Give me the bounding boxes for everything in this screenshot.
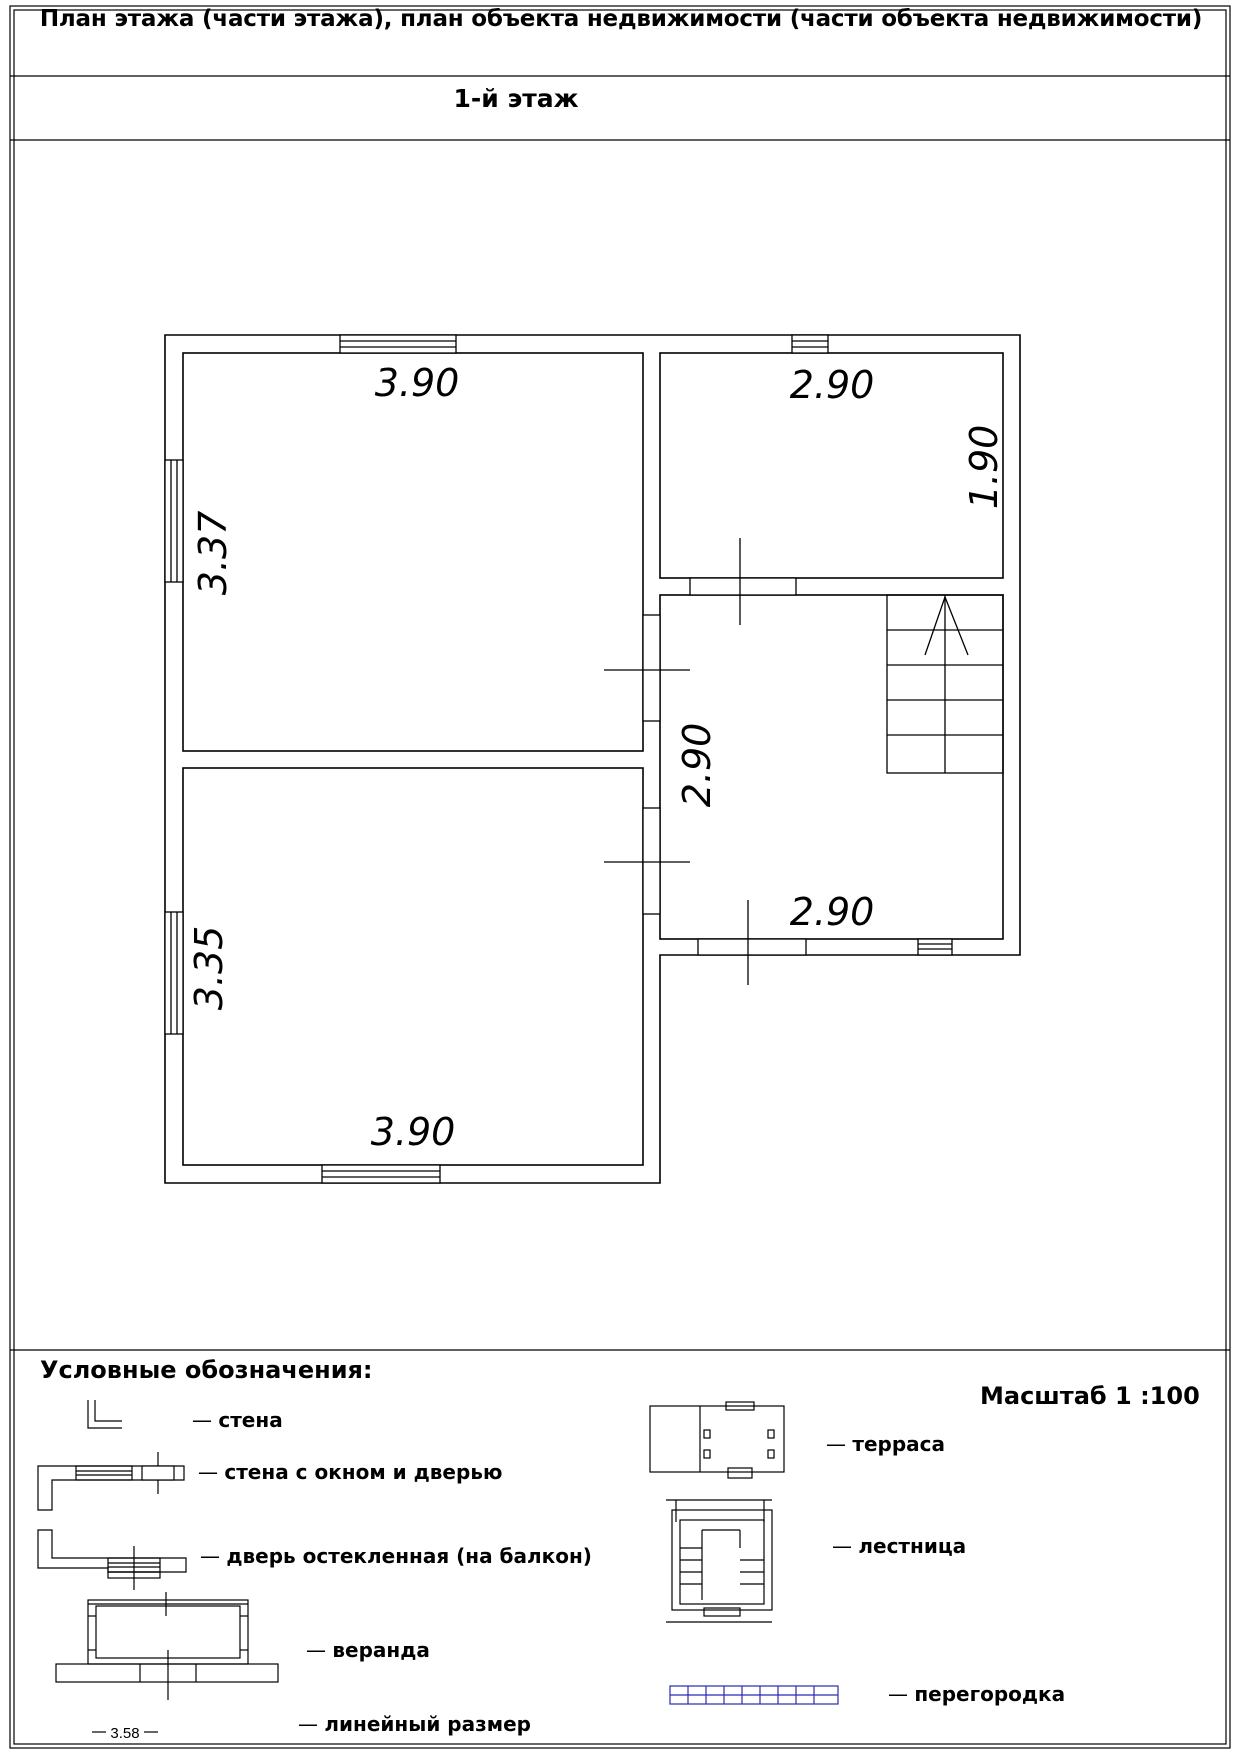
exterior-wall — [165, 335, 1020, 1183]
legend-title: Условные обозначения: — [40, 1356, 373, 1384]
window-top-room1 — [340, 335, 456, 353]
dim-room3-width: 3.90 — [370, 1110, 456, 1154]
window-left-room1 — [165, 460, 183, 582]
dim-room1-height: 3.37 — [191, 510, 235, 596]
door-room3-hall — [643, 808, 660, 914]
page-title: План этажа (части этажа), план объекта недвижимости (части объекта недвижимости) — [39, 6, 1203, 32]
window-hall-bottom — [918, 939, 952, 955]
window-top-room2 — [792, 335, 828, 353]
scale-label: Масштаб 1 :100 — [980, 1382, 1200, 1410]
legend-stairs-symbol — [666, 1500, 772, 1622]
legend-wall-label: — стена — [192, 1408, 283, 1432]
inner-frame — [14, 10, 1226, 1744]
dim-hall-width: 2.90 — [789, 890, 875, 934]
door-room1-hall — [643, 615, 660, 721]
dim-room2-height: 1.90 — [962, 424, 1006, 510]
legend-glazed-door-label: — дверь остекленная (на балкон) — [200, 1544, 592, 1568]
legend-stairs-label: — лестница — [832, 1534, 966, 1558]
door-room2-hall — [690, 578, 796, 595]
stairs-arrow — [925, 597, 968, 655]
legend-partition-symbol — [670, 1686, 838, 1704]
legend-linear-size-sample: 3.58 — [110, 1725, 140, 1742]
dim-hall-height: 2.90 — [675, 722, 719, 808]
stairs — [887, 595, 1003, 773]
outer-frame — [10, 6, 1230, 1748]
floor-plan — [165, 335, 1020, 1183]
window-bottom-room3 — [322, 1165, 440, 1183]
legend-linear-size-label: — линейный размер — [298, 1712, 531, 1736]
legend-terrace-symbol — [650, 1402, 784, 1478]
door-entrance — [698, 939, 806, 955]
legend-veranda-label: — веранда — [306, 1638, 430, 1662]
legend-wall-window-door-symbol — [38, 1452, 184, 1510]
legend-wall-window-door-label: — стена с окном и дверью — [198, 1460, 502, 1484]
legend-terrace-label: — терраса — [826, 1432, 945, 1456]
legend-glazed-door-symbol — [38, 1530, 186, 1590]
room-3 — [183, 768, 643, 1165]
dim-room1-width: 3.90 — [374, 361, 460, 405]
dim-room3-height: 3.35 — [187, 925, 231, 1011]
windows — [165, 335, 952, 1183]
window-left-room3 — [165, 912, 183, 1034]
legend-veranda-symbol — [56, 1592, 278, 1700]
legend-partition-label: — перегородка — [888, 1682, 1065, 1706]
dim-room2-width: 2.90 — [789, 363, 875, 407]
floor-label: 1-й этаж — [453, 84, 579, 113]
room-1 — [183, 353, 643, 751]
legend-wall-symbol — [88, 1400, 122, 1428]
